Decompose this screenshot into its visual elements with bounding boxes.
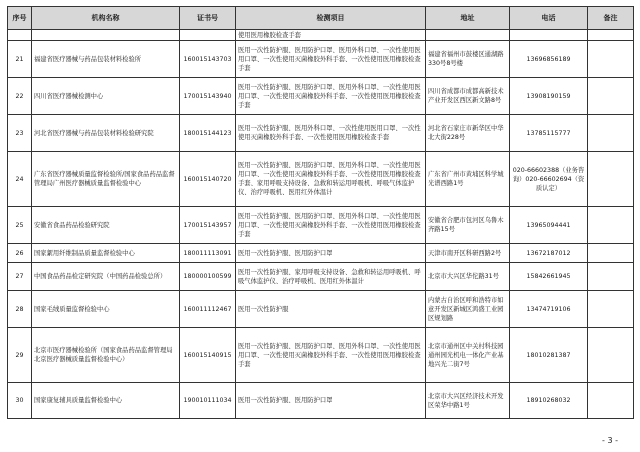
header-org: 机构名称 <box>32 7 180 30</box>
row-index: 30 <box>8 383 32 419</box>
row-phone: 13672187012 <box>510 244 588 263</box>
row-cert: 180000100599 <box>180 263 236 291</box>
row-note <box>588 115 634 152</box>
row-note <box>588 291 634 328</box>
row-index: 25 <box>8 207 32 244</box>
table-row <box>8 207 634 244</box>
row-address: 福建省福州市鼓楼区通湖路330号8号楼 <box>426 41 510 78</box>
row-items: 医用一次性防护服、医用防护口罩 <box>236 383 426 419</box>
row-address: 北京市大兴区经济技术开发区荣华中路1号 <box>426 383 510 419</box>
table-row <box>8 263 634 291</box>
table-row <box>8 291 634 328</box>
row-phone: 13965094441 <box>510 207 588 244</box>
row-note <box>588 328 634 383</box>
row-cert: 170015143940 <box>180 78 236 115</box>
row-cert: 170015143957 <box>180 207 236 244</box>
row-index: 27 <box>8 263 32 291</box>
row-phone: 15842661945 <box>510 263 588 291</box>
row-address: 北京市通州区中关村科技园通州园光机电一体化产业基地兴光二街7号 <box>426 328 510 383</box>
row-items: 医用一次性防护服、医用防护口罩、医用外科口罩、一次性使用医用口罩、一次性使用灭菌橡胶外科手套、一次性使用医用橡胶检查手套 <box>236 41 426 78</box>
table-header-row <box>8 7 634 30</box>
fragment-items: 使用医用橡胶检查手套 <box>236 30 426 41</box>
inspection-institutions-table <box>7 6 634 419</box>
row-org: 河北省医疗器械与药品包装材料检验研究院 <box>32 115 180 152</box>
row-phone: 13785115777 <box>510 115 588 152</box>
row-org: 四川省医疗器械检测中心 <box>32 78 180 115</box>
row-note <box>588 383 634 419</box>
row-phone: 13908190159 <box>510 78 588 115</box>
row-cert: 160015140915 <box>180 328 236 383</box>
row-index: 28 <box>8 291 32 328</box>
table-row <box>8 328 634 383</box>
header-cert: 证书号 <box>180 7 236 30</box>
row-org: 安徽省食品药品检验研究院 <box>32 207 180 244</box>
row-note <box>588 152 634 207</box>
table-row <box>8 41 634 78</box>
table-row <box>8 244 634 263</box>
row-address: 天津市南开区科研西路2号 <box>426 244 510 263</box>
row-items: 医用一次性防护服、医用防护口罩、医用外科口罩、一次性使用医用口罩、一次性使用灭菌橡胶外科手套、一次性使用医用橡胶检查手套 <box>236 207 426 244</box>
row-org: 北京市医疗器械检验所（国家食品药品监督管理局北京医疗器械质量监督检验中心） <box>32 328 180 383</box>
row-phone: 18010281387 <box>510 328 588 383</box>
row-address: 北京市大兴区华佗路31号 <box>426 263 510 291</box>
row-address: 广东省广州市黄埔区科学城光谱西路1号 <box>426 152 510 207</box>
row-note <box>588 263 634 291</box>
row-items: 医用一次性防护服、医用防护口罩、医用外科口罩、一次性使用医用口罩、一次性使用灭菌橡胶外科手套、一次性使用医用橡胶检查手套 <box>236 78 426 115</box>
header-phone: 电话 <box>510 7 588 30</box>
row-phone: 18910268032 <box>510 383 588 419</box>
row-items: 医用一次性防护服、医用防护口罩、医用外科口罩、一次性使用医用口罩、一次性使用灭菌橡胶外科手套、一次性使用医用橡胶检查手套、家用呼吸支持设备、急救和转运用呼吸机、呼吸气体监护仪、治疗呼吸机、医用红外体温计 <box>236 152 426 207</box>
row-address: 河北省石家庄市新华区中华北大街228号 <box>426 115 510 152</box>
row-items: 医用一次性防护服、医用防护口罩、医用外科口罩、一次性使用医用口罩、一次性使用灭菌橡胶外科手套、一次性使用医用橡胶检查手套 <box>236 328 426 383</box>
row-address: 内蒙古自治区呼和浩特市如意开发区新城区鸿盛工业园区规划路 <box>426 291 510 328</box>
header-index: 序号 <box>8 7 32 30</box>
row-phone: 13696856189 <box>510 41 588 78</box>
row-note <box>588 244 634 263</box>
table-row-fragment <box>8 30 634 41</box>
row-index: 26 <box>8 244 32 263</box>
row-note <box>588 41 634 78</box>
header-items: 检测项目 <box>236 7 426 30</box>
row-note <box>588 207 634 244</box>
row-org: 国家絮用纤维制品质量监督检验中心 <box>32 244 180 263</box>
row-items: 医用一次性防护服、医用外科口罩、一次性使用医用口罩、一次性使用灭菌橡胶外科手套、一次性使用医用橡胶检查手套 <box>236 115 426 152</box>
row-cert: 160015140720 <box>180 152 236 207</box>
row-items: 医用一次性防护服 <box>236 291 426 328</box>
row-cert: 160011112467 <box>180 291 236 328</box>
row-index: 24 <box>8 152 32 207</box>
row-index: 22 <box>8 78 32 115</box>
row-items: 医用一次性防护服、家用呼吸支持设备、急救和转运用呼吸机、呼吸气体监护仪、治疗呼吸机、医用红外体温计 <box>236 263 426 291</box>
row-org: 国家毛绒质量监督检验中心 <box>32 291 180 328</box>
row-org: 国家康复辅具质量监督检验中心 <box>32 383 180 419</box>
row-org: 福建省医疗器械与药品包装材料检验所 <box>32 41 180 78</box>
row-cert: 190010111034 <box>180 383 236 419</box>
table-row <box>8 115 634 152</box>
row-items: 医用一次性防护服、医用防护口罩 <box>236 244 426 263</box>
header-note: 备注 <box>588 7 634 30</box>
row-phone: 020-66602388（业务咨询）020-66602694（资质认定） <box>510 152 588 207</box>
row-address: 四川省成都市成都高新技术产业开发区西区新文路8号 <box>426 78 510 115</box>
row-org: 中国食品药品检定研究院（中国药品检验总所） <box>32 263 180 291</box>
row-org: 广东省医疗器械质量监督检验所/国家食品药品监督管理局广州医疗器械质量监督检验中心 <box>32 152 180 207</box>
table-row <box>8 383 634 419</box>
table-row <box>8 152 634 207</box>
row-cert: 160015143703 <box>180 41 236 78</box>
row-cert: 180011113091 <box>180 244 236 263</box>
row-cert: 180015144123 <box>180 115 236 152</box>
row-index: 29 <box>8 328 32 383</box>
row-address: 安徽省合肥市包河区乌鲁木齐路15号 <box>426 207 510 244</box>
row-phone: 13474719106 <box>510 291 588 328</box>
header-address: 地址 <box>426 7 510 30</box>
page-number: - 3 - <box>602 436 618 445</box>
row-note <box>588 78 634 115</box>
row-index: 23 <box>8 115 32 152</box>
table-row <box>8 78 634 115</box>
row-index: 21 <box>8 41 32 78</box>
